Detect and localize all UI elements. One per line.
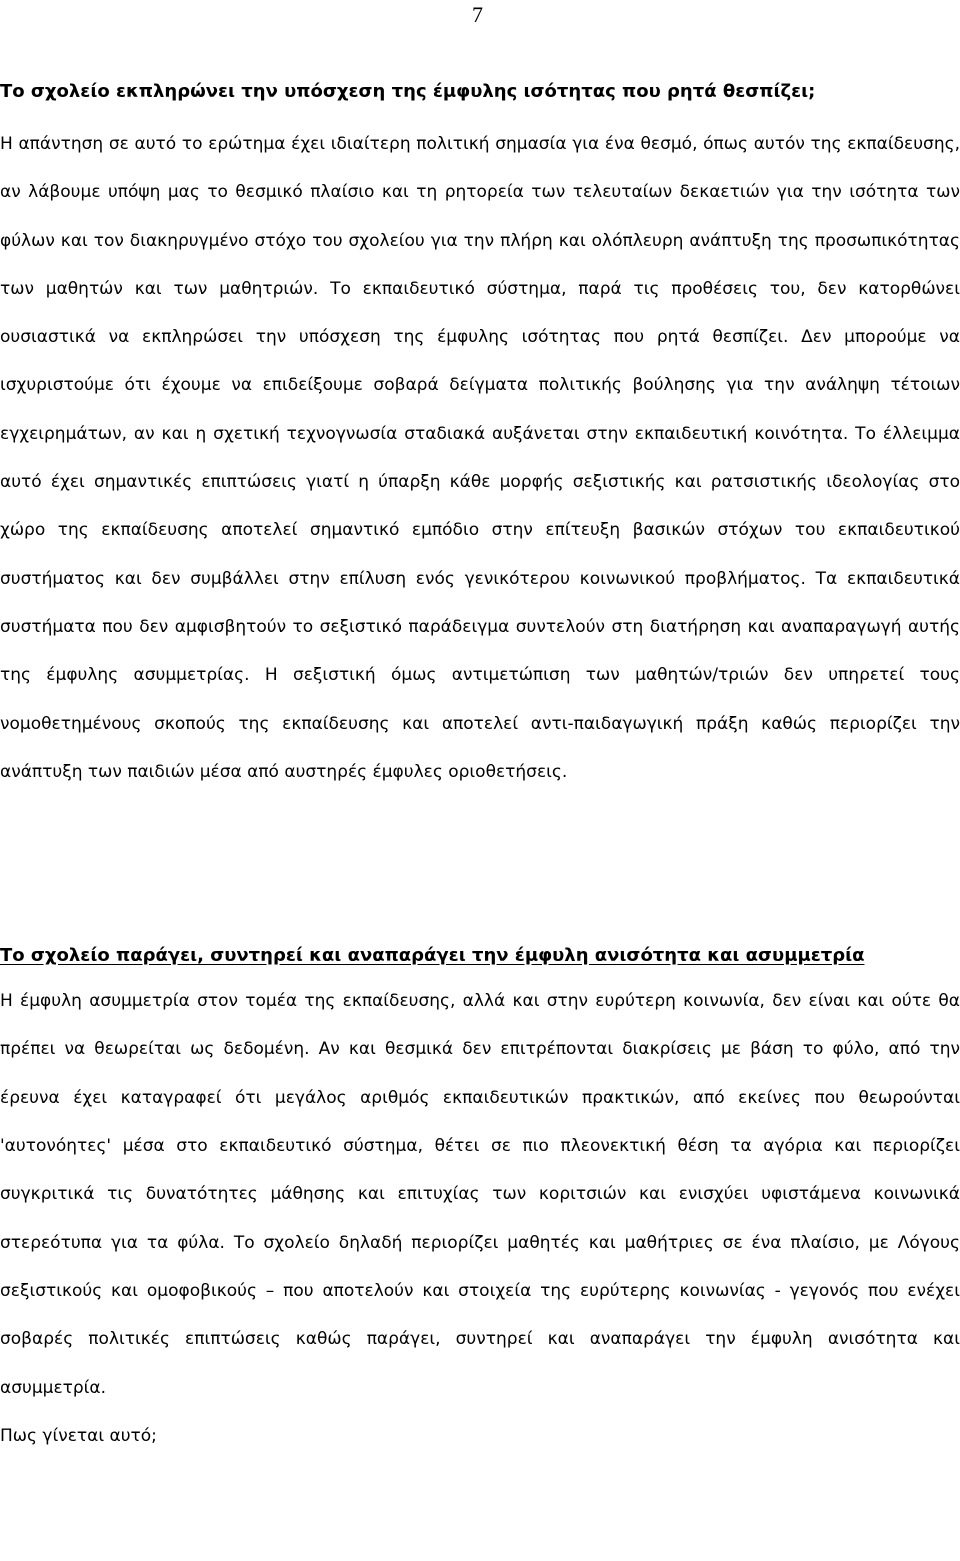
paragraph-school-promise: Η απάντηση σε αυτό το ερώτημα έχει ιδιαίτερη πολιτική σημασία για ένα θεσμό, όπως αυτόν της εκπαίδευσης, αν λάβουμε υπόψη μας το θεσμικό πλαίσιο και τη ρητορεία των τελευταίων δεκαετιών για την ισότητα των φύλων και τον διακηρυγμένο στόχο του σχολείου για την πλήρη και ολόπλευρη ανάπτυξη της προσωπικότητας των μαθητών και των μαθητριών. Το εκπαιδευτικό σύστημα, παρά τις προθέσεις του, δεν κατορθώνει ουσιαστικά να εκπληρώσει την υπόσχεση της έμφυλης ισότητας που ρητά θεσπίζει. Δεν μπορούμε να ισχυριστούμε ότι έχουμε να επιδείξουμε σοβαρά δείγματα πολιτικής βούλησης για την ανάληψη τέτοιων εγχειρημάτων, αν και η σχετική τεχνογνωσία σταδιακά αυξάνεται στην εκπαιδευτική κοινότητα. Το έλλειμμα αυτό έχει σημαντικές επιπτώσεις γιατί η ύπαρξη κάθε μορφής σεξιστικής και ρατσιστικής ιδεολογίας στο χώρο της εκπαίδευσης αποτελεί σημαντικό εμπόδιο στην επίτευξη βασικών στόχων του εκπαιδευτικού συστήματος και δεν συμβάλλει στην επίλυση ενός γενικότερου κοινωνικού προβλήματος. Τα εκπαιδευτικά συστήματα που δεν αμφισβητούν το σεξιστικό παράδειγμα συντελούν στη διατήρηση και αναπαραγωγή αυτής της έμφυλης ασυμμετρίας. Η σεξιστική όμως αντιμετώπιση των μαθητών/τριών δεν υπηρετεί τους νομοθετημένους σκοπούς της εκπαίδευσης και αποτελεί αντι-παιδαγωγική πράξη καθώς περιορίζει την ανάπτυξη των παιδιών μέσα από αυστηρές έμφυλες οριοθετήσεις.: [0, 134, 960, 782]
section-heading-gender-inequality: Το σχολείο παράγει, συντηρεί και αναπαράγει την έμφυλη ανισότητα και ασυμμετρία: [0, 945, 865, 967]
section-heading-school-promise: Το σχολείο εκπληρώνει την υπόσχεση της έμφυλης ισότητας που ρητά θεσπίζει;: [0, 81, 816, 102]
section-spacer: [0, 796, 960, 944]
document-body: [0, 80, 960, 1460]
closing-question: Πως γίνεται αυτό;: [0, 1425, 157, 1446]
paragraph-gender-asymmetry: Η έμφυλη ασυμμετρία στον τομέα της εκπαίδευσης, αλλά και στην ευρύτερη κοινωνία, δεν είναι και ούτε θα πρέπει να θεωρείται ως δεδομένη. Αν και θεσμικά δεν επιτρέπονται διακρίσεις με βάση το φύλο, από την έρευνα έχει καταγραφεί ότι μεγάλος αριθμός εκπαιδευτικών πρακτικών, από εκείνες που θεωρούνται 'αυτονόητες' μέσα στο εκπαιδευτικό σύστημα, θέτει σε πιο πλεονεκτική θέση τα αγόρια και περιορίζει συγκριτικά τις δυνατότητες μάθησης και επιτυχίας των κοριτσιών και ενισχύει υφιστάμενα κοινωνικά στερεότυπα για τα φύλα. Το σχολείο δηλαδή περιορίζει μαθητές και μαθήτριες σε ένα πλαίσιο, με Λόγους σεξιστικούς και ομοφοβικούς – που αποτελούν και στοιχεία της ευρύτερης κοινωνίας - γεγονός που ενέχει σοβαρές πολιτικές επιπτώσεις καθώς παράγει, συντηρεί και αναπαράγει την έμφυλη ανισότητα και ασυμμετρία.: [0, 991, 960, 1398]
page-number: 7: [472, 2, 483, 27]
